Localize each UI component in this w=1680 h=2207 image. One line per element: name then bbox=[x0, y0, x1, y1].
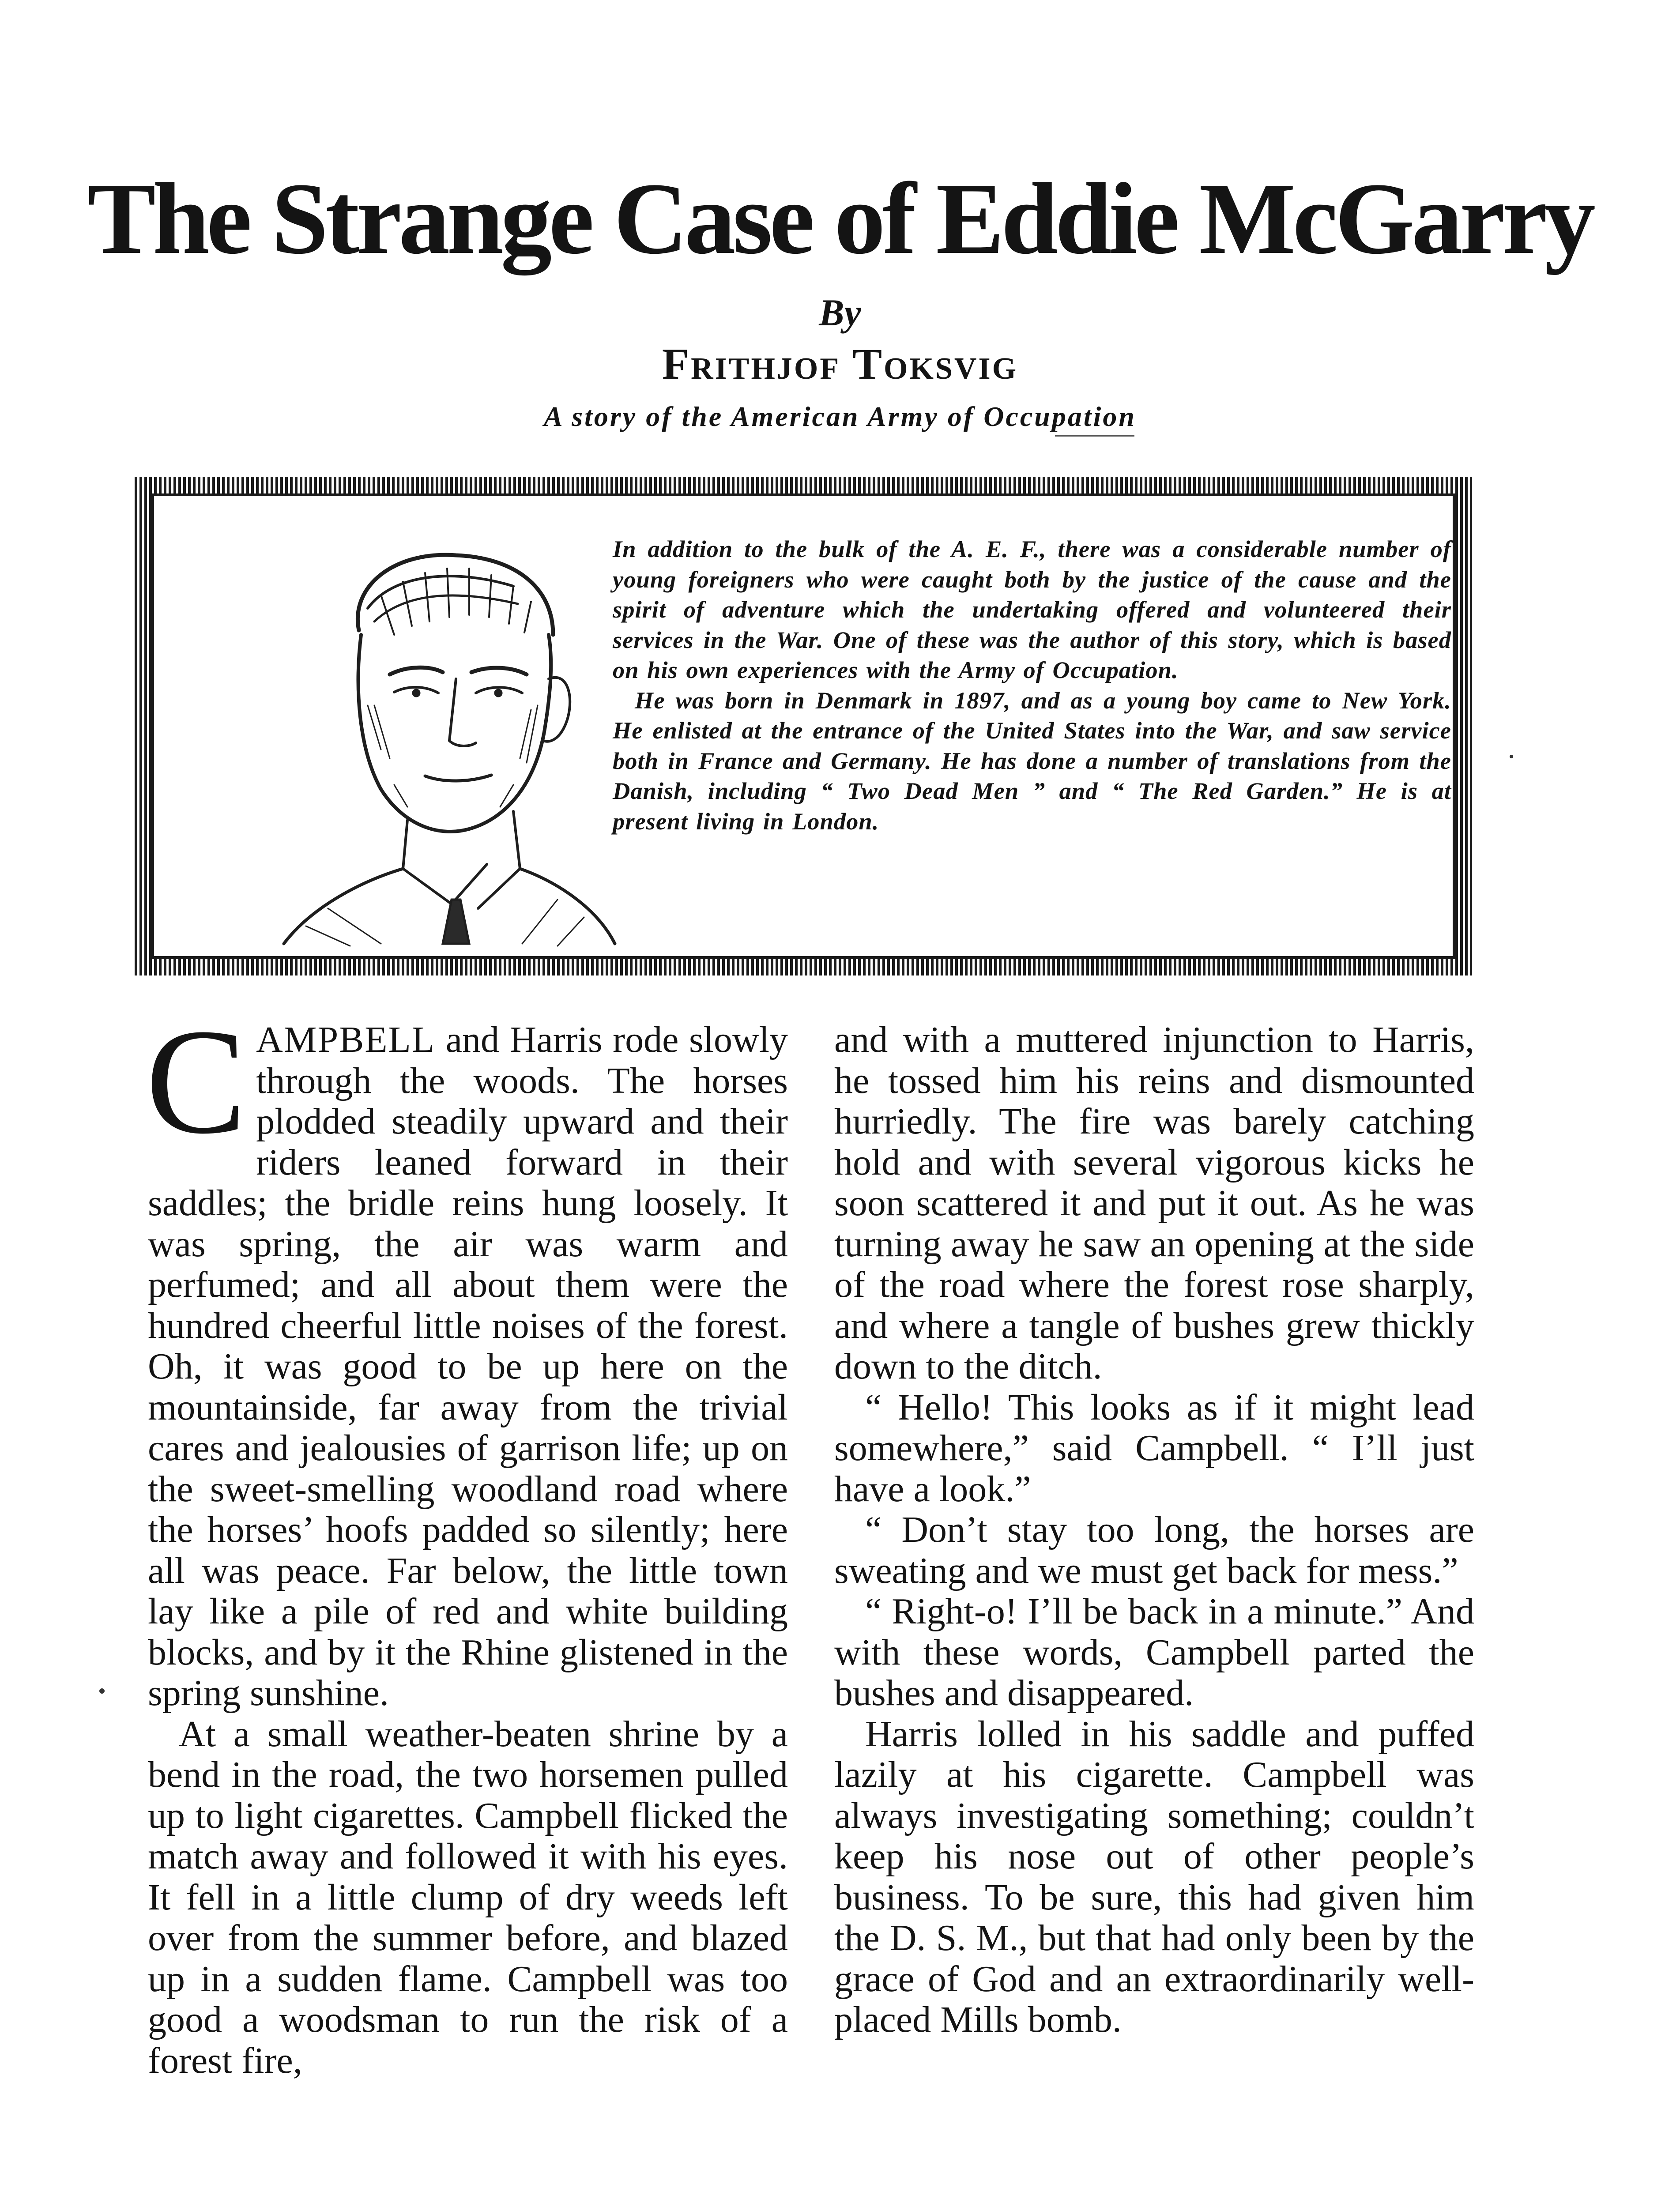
first-paragraph-text: and Harris rode slowly through the woods. The horses plodded steadily upward and their riders leaned forward in their saddles; the bridle reins hung loosely. It was spring, the air was warm and perfumed; and all about them were the hundred cheerful little noises of the forest. Oh, it was good to be up here on the mountainside, far away from the trivial cares and jealousies of garrison life; up on the sweet-smelling woodland road where the horses’ hoofs padded so silently; here all was peace. Far below, the little town lay like a pile of red and white building blocks, and by it the Rhine glistened in the spring sunshine. bbox=[148, 1019, 788, 1714]
story-paragraph: “ Don’t stay too long, the horses are sweating and we must get back for mess.” bbox=[834, 1509, 1474, 1591]
opening-words: AMPBELL bbox=[256, 1019, 436, 1060]
byline: By bbox=[819, 291, 861, 334]
author-name: Frithjof Toksvig bbox=[662, 339, 1018, 388]
author-portrait-sketch bbox=[249, 520, 628, 948]
article-subtitle: A story of the American Army of Occupation bbox=[544, 401, 1136, 432]
author-note-text bbox=[613, 534, 1451, 836]
story-paragraph-first bbox=[146, 998, 788, 1714]
story-column-right bbox=[834, 1020, 1474, 2041]
drop-cap: C bbox=[146, 998, 247, 1165]
author-note-box bbox=[135, 477, 1472, 975]
story-paragraph: At a small weather-beaten shrine by a bend in the road, the two horsemen pulled up to light cigarettes. Campbell flicked the match away and followed it with his eyes. It fell in a little clump of dry weeds left over from the summer before, and blazed up in a sudden flame. Campbell was too good a woodsman to run the risk of a forest fire, bbox=[148, 1713, 788, 2081]
subtitle-underline bbox=[1055, 435, 1134, 437]
story-paragraph-continued: and with a muttered injunction to Harris, he tossed him his reins and dismounted hurriedly. The fire was barely catching hold and with several vigorous kicks he soon scattered it and put it out. As he was turning away he saw an opening at the side of the road where the forest rose sharply, and where a tangle of bushes grew thickly down to the ditch. bbox=[834, 1019, 1474, 1387]
story-paragraph: Harris lolled in his saddle and puffed lazily at his cigarette. Campbell was always investigating something; couldn’t keep his nose out of other people’s business. To be sure, this had given him the D. S. M., but that had only been by the grace of God and an extraordinarily well-placed Mills bomb. bbox=[834, 1713, 1474, 2040]
story-column-left bbox=[146, 998, 788, 2081]
note-paragraph: In addition to the bulk of the A. E. F., there was a considerable number of young foreigners who were caught both by the justice of the cause and the spirit of adventure which the undertaking offered and volunteered their services in the War. One of these was the author of this story, which is based on his own experiences with the Army of Occupation. bbox=[613, 535, 1451, 683]
story-paragraph: “ Hello! This looks as if it might lead somewhere,” said Campbell. “ I’ll just have a look.” bbox=[834, 1386, 1474, 1510]
print-speck bbox=[1510, 755, 1513, 758]
story-paragraph: “ Right-o! I’ll be back in a minute.” And with these words, Campbell parted the bushes and disappeared. bbox=[834, 1591, 1474, 1714]
article-title: The Strange Case of Eddie McGarry bbox=[87, 162, 1593, 275]
note-paragraph: He was born in Denmark in 1897, and as a young boy came to New York. He enlisted at the entrance of the United States into the War, and saw service both in France and Germany. He has done a number of translations from the Danish, including “ Two Dead Men ” and “ The Red Garden.” He is at present living in London. bbox=[613, 686, 1451, 835]
print-speck bbox=[99, 1688, 105, 1694]
